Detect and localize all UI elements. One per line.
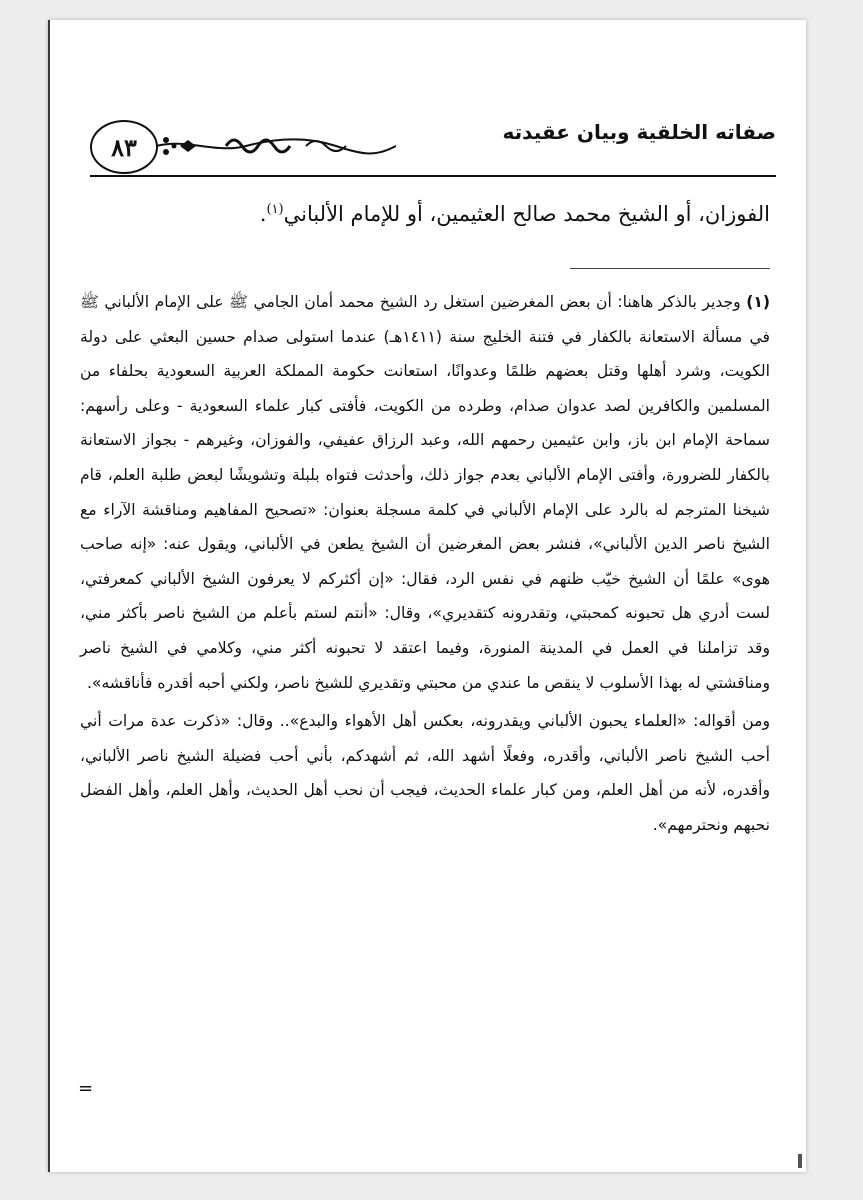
page-number: ٨٣ [90,120,158,174]
running-title: صفاته الخلقية وبيان عقيدته [502,120,776,144]
footnote-text-1: وجدير بالذكر هاهنا: أن بعض المغرضين استغل رد الشيخ محمد أمان الجامي ﷺ على الإمام الألباني ﷺ في مسألة الاستعانة بالكفار في فتنة الخليج سنة (١٤١١هـ) عندما استولى صدام حسين البعثي على دولة الكويت، وشرد أهلها وقتل بعضهم ظلمًا وعدوانًا، استعانت حكومة المملكة العربية السعودية بحلفاء من المسلمين والكافرين لصد عدوان صدام، وطرده من الكويت، فأفتى كبار علماء السعودية - وعلى رأسهم: سماحة الإمام ابن باز، وابن عثيمين رحمهم الله، وعبد الرزاق عفيفي، والفوزان، وغيرهم - بجواز الاستعانة بالكفار للضرورة، وأفتى الإمام الألباني بعدم جواز ذلك، وأحدثت فتواه بلبلة وتشويشًا لبعض طلبة العلم، قام شيخنا المترجم له بالرد على الإمام الألباني في كلمة مسجلة بعنوان: «تصحيح المفاهيم ومناقشة الآراء مع الشيخ ناصر الدين الألباني»، فنشر بعض المغرضين أن الشيخ يطعن في الألباني، ويقول عنه: «إنه صاحب هوى» علمًا أن الشيخ خيّب ظنهم في نفس الرد، فقال: «إن أكثركم لا يعرفون الشيخ الألباني كمعرفتي، لست أدري هل تحبونه كمحبتي، وتقدرونه كتقديري»، وقال: «أنتم لستم بأعلم من الشيخ ناصر بأكثر مني، وقد تزاملنا في العمل في المدينة المنورة، وفيما اعتقد لا تحبونه أكثر مني، وكلامي في الشيخ ناصر ومناقشتي له بهذا الأسلوب لا ينقص ما عندي من محبتي وتقديري للشيخ ناصر، ولكني أحبه أقدره فأناقشه». [80,293,770,692]
footnotes [80,285,770,843]
page-edge-mark [798,1154,802,1168]
continuation-mark: = [78,1078,94,1099]
footnote-paragraph-2: ومن أقواله: «العلماء يحبون الألباني ويقدرونه، بعكس أهل الأهواء والبدع».. وقال: «ذكرت عدة مرات أني أحب الشيخ ناصر الألباني، وأقدره، وفعلًا أشهد الله، ثم أشهدكم، بأني أحب فضيلة الشيخ ناصر الألباني، وأقدره، لأنه من أهل العلم، ومن كبار علماء الحديث، فيجب أن نحب أهل الحديث، وأهل العلم، وأهل الفضل نحبهم ونحترمهم». [80,712,770,834]
page-header [90,120,776,190]
footnote-paragraph-1 [80,285,770,700]
ornament-icon [156,128,396,164]
book-page [48,20,806,1172]
footnote-reference: (١) [266,202,284,217]
footnote-separator [570,268,770,269]
main-text [90,192,770,232]
footnote-marker: (١) [746,293,770,311]
main-text-body: الفوزان، أو الشيخ محمد صالح العثيمين، أو للإمام الألباني [283,202,770,226]
header-rule [90,175,776,177]
main-text-end: . [259,202,267,226]
